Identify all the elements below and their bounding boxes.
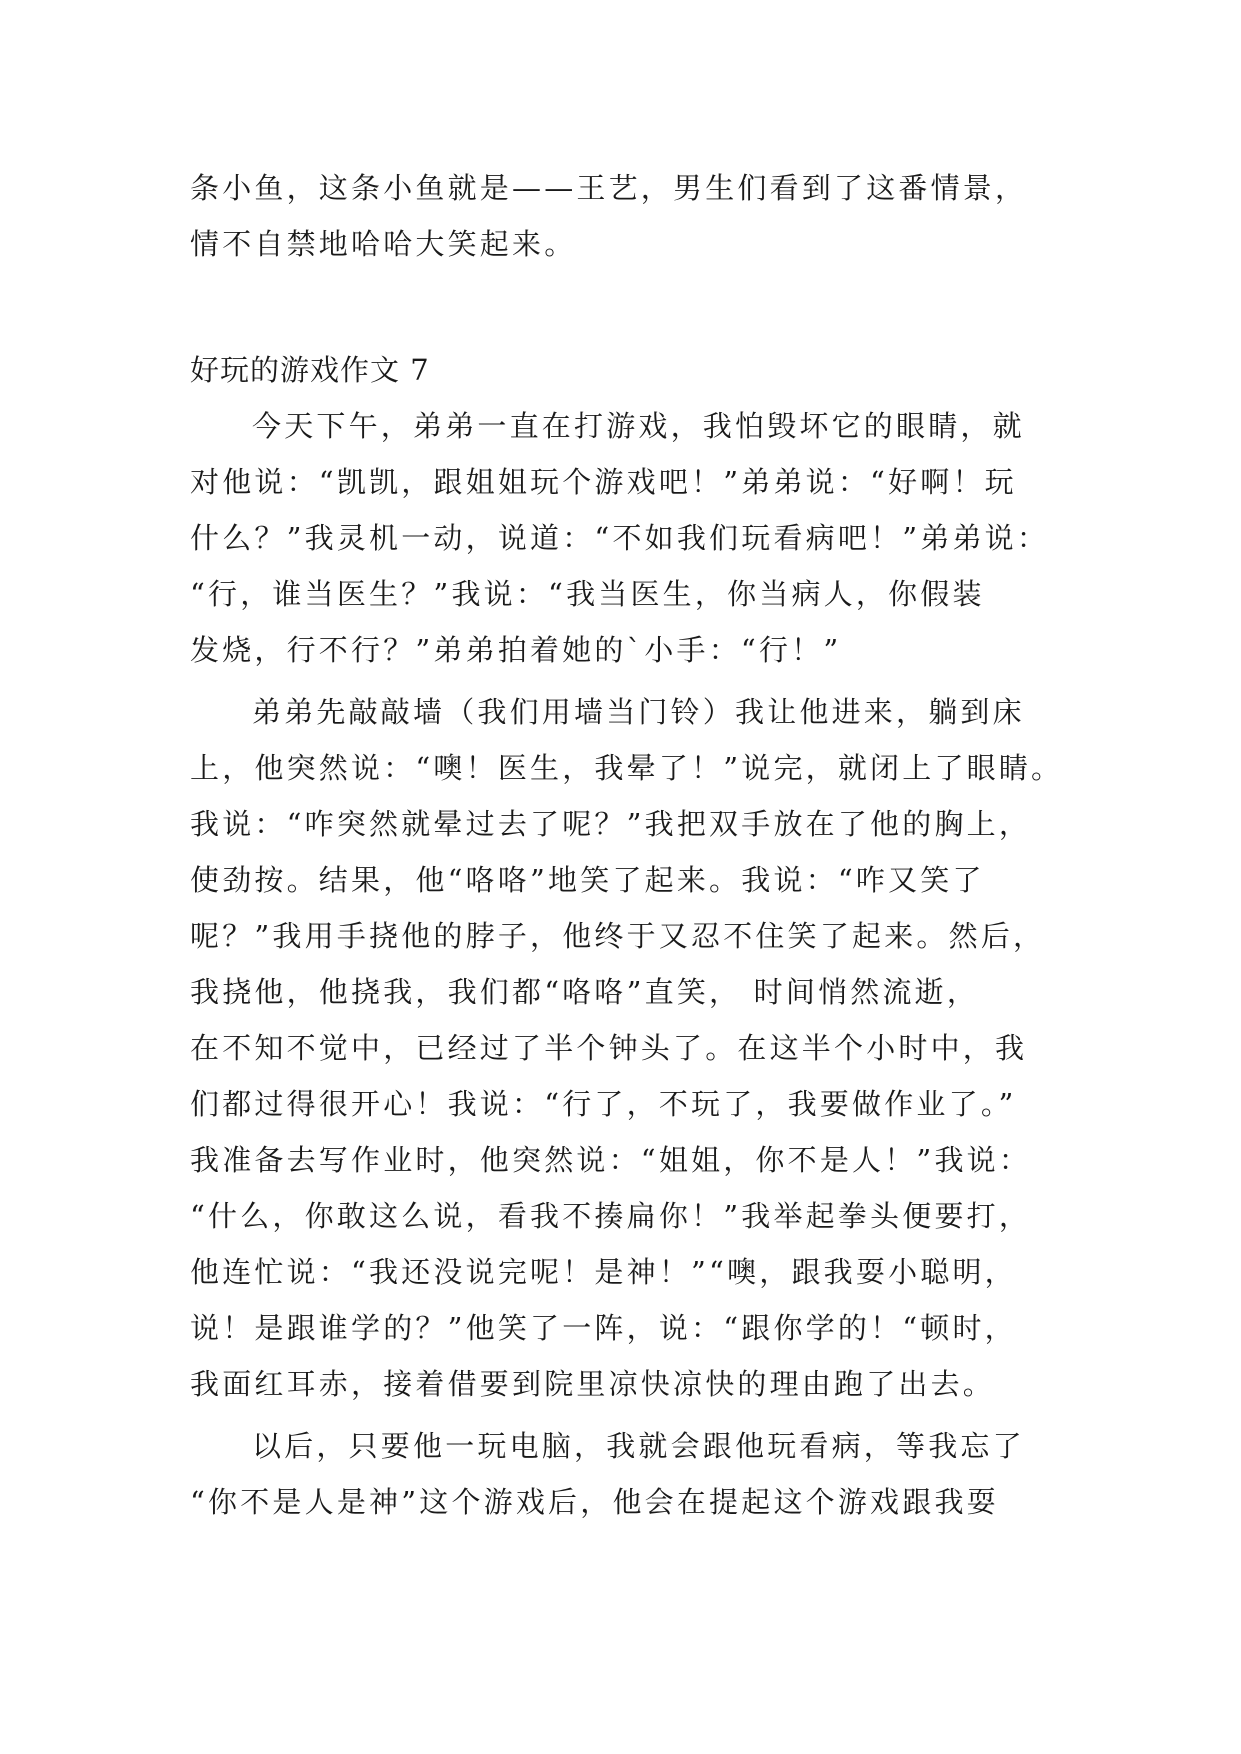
text-line: 我面红耳赤，接着借要到院里凉快凉快的理由跑了出去。: [190, 1367, 996, 1401]
text-line: 以后，只要他一玩电脑，我就会跟他玩看病，等我忘了: [252, 1429, 1025, 1463]
previous-paragraph: [190, 160, 1050, 272]
text-line: 呢？”我用手挠他的脖子，他终于又忍不住笑了起来。然后，: [190, 919, 1046, 953]
text-line: 条小鱼，这条小鱼就是——王艺，男生们看到了这番情景，: [190, 171, 1028, 205]
text-line: 上，他突然说：“噢！医生，我晕了！”说完，就闭上了眼睛。: [190, 751, 1064, 785]
text-line: 我准备去写作业时，他突然说：“姐姐，你不是人！”我说：: [190, 1143, 1032, 1177]
text-line: “什么，你敢这么说，看我不揍扁你！”我举起拳头便要打，: [190, 1199, 1032, 1233]
text-line: 在不知不觉中，已经过了半个钟头了。在这半个小时中，我: [190, 1031, 1028, 1065]
text-line: 我挠他，他挠我，我们都“咯咯”直笑， 时间悄然流逝，: [190, 975, 980, 1009]
text-line: 我说：“咋突然就晕过去了呢？”我把双手放在了他的胸上，: [190, 807, 1032, 841]
text-line: 他连忙说：“我还没说完呢！是神！”“噢，跟我耍小聪明，: [190, 1255, 1017, 1289]
text-line: 弟弟先敲敲墙（我们用墙当门铃）我让他进来，躺到床: [252, 695, 1025, 729]
text-line: “你不是人是神”这个游戏后，他会在提起这个游戏跟我耍: [190, 1485, 999, 1519]
paragraph-2: [190, 684, 1064, 1412]
text-line: 情不自禁地哈哈大笑起来。: [190, 227, 577, 261]
text-line: 们都过得很开心！我说：“行了，不玩了，我要做作业了。”: [190, 1087, 1017, 1121]
text-line: 使劲按。结果，他“咯咯”地笑了起来。我说：“咋又笑了: [190, 863, 985, 897]
document-page: [190, 160, 1064, 1530]
paragraph-1: [190, 398, 1050, 678]
text-line: 说！是跟谁学的？”他笑了一阵，说：“跟你学的！“顿时，: [190, 1311, 1017, 1345]
text-line: 对他说：“凯凯，跟姐姐玩个游戏吧！”弟弟说：“好啊！玩: [190, 465, 1017, 499]
text-line: “行，谁当医生？”我说：“我当医生，你当病人，你假装: [190, 577, 985, 611]
text-line: 发烧，行不行？”弟弟拍着她的`小手：“行！”: [190, 633, 842, 667]
text-line: 今天下午，弟弟一直在打游戏，我怕毁坏它的眼睛，就: [252, 409, 1025, 443]
section-title: 好玩的游戏作文 7: [190, 353, 430, 387]
paragraph-3: [190, 1418, 1050, 1530]
text-line: 什么？”我灵机一动，说道：“不如我们玩看病吧！”弟弟说：: [190, 521, 1050, 555]
